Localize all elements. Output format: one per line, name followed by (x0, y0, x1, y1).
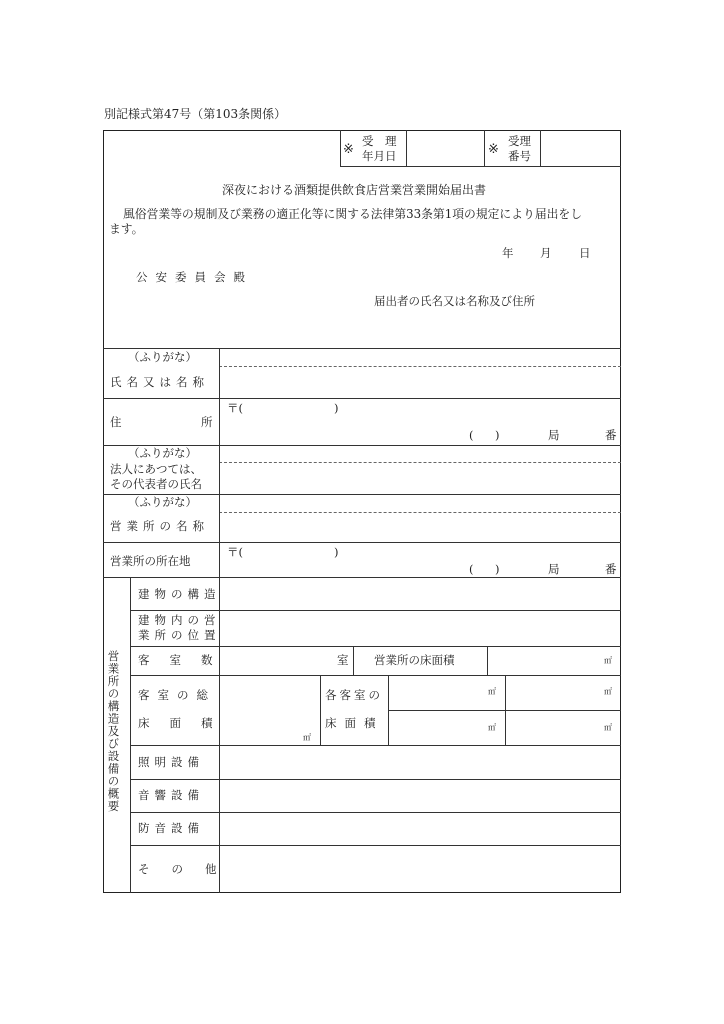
date-day: 日 (579, 246, 591, 260)
phone-ban: 番 (605, 428, 617, 442)
each-area-field-3[interactable] (389, 711, 504, 745)
lighting-field[interactable] (220, 746, 620, 779)
each-area-unit-4: ㎡ (604, 723, 612, 732)
business-location-label: 営業所の所在地 (110, 554, 191, 568)
furigana-label-business: （ふりがな） (128, 495, 197, 509)
each-area-field-4[interactable] (506, 711, 620, 745)
other-field[interactable] (220, 846, 620, 892)
each-area-unit-3: ㎡ (488, 723, 496, 732)
rooms-label: 客室数 (138, 653, 233, 667)
business-furigana-field[interactable] (220, 495, 620, 512)
divider (353, 646, 354, 675)
address-label-a: 住 (110, 415, 122, 429)
phone-close-business: ) (495, 562, 500, 576)
total-area-label-2: 床面積 (138, 716, 233, 730)
applicant-label: 届出者の氏名又は名称及び住所 (374, 294, 535, 308)
position-field[interactable] (220, 611, 620, 646)
divider (320, 675, 321, 745)
postal-close-business: ) (334, 545, 339, 559)
phone-close: ) (495, 428, 500, 442)
each-area-unit-2: ㎡ (604, 687, 612, 696)
floor-area-label: 営業所の床面積 (374, 653, 455, 667)
divider (484, 130, 485, 166)
floor-area-field[interactable] (488, 647, 600, 675)
receipt-date-label-2: 年月日 (362, 149, 397, 163)
other-label: その他 (138, 862, 239, 876)
phone-kyoku: 局 (548, 428, 560, 442)
address-label-b: 所 (201, 415, 213, 429)
postal-open: 〒( (227, 401, 243, 415)
body-line-1: 風俗営業等の規制及び業務の適正化等に関する法律第33条第1項の規定により届出をし (123, 207, 583, 221)
structure-label: 建物の構造 (138, 587, 221, 601)
business-location-field[interactable] (220, 543, 620, 577)
each-area-field-1[interactable] (389, 676, 504, 710)
receipt-date-mark: ※ (343, 142, 354, 157)
soundproof-field[interactable] (220, 813, 620, 845)
date-month: 月 (540, 246, 552, 260)
floor-area-unit: ㎡ (604, 656, 612, 665)
total-area-label-1: 客室の総 (138, 688, 216, 702)
facility-section-label: 営業所の構造及び設備の概要 (106, 650, 121, 813)
name-label: 氏名又は名称 (110, 375, 209, 389)
phone-open: ( (469, 428, 474, 442)
receipt-no-field[interactable] (541, 131, 620, 165)
divider (340, 166, 621, 167)
rep-label-1: 法人にあつては、 (110, 462, 202, 476)
furigana-label-name: （ふりがな） (128, 350, 197, 364)
receipt-date-label-1: 受 理 (362, 134, 397, 148)
business-name-label: 営業所の名称 (110, 519, 209, 533)
receipt-no-mark: ※ (488, 142, 499, 157)
divider (130, 577, 131, 893)
total-area-field[interactable] (220, 676, 319, 745)
position-label-1: 建物内の営 (138, 613, 221, 627)
applicant-field[interactable] (360, 312, 610, 344)
each-area-label-2: 床面積 (325, 716, 384, 730)
phone-ban-business: 番 (605, 562, 617, 576)
position-label-2: 業所の位置 (138, 628, 221, 642)
sound-label: 音響設備 (138, 788, 204, 802)
body-line-2: ます。 (109, 222, 144, 236)
address-field[interactable] (220, 399, 620, 445)
divider (340, 130, 341, 166)
addressee: 公安委員会殿 (136, 270, 253, 284)
lighting-label: 照明設備 (138, 755, 204, 769)
receipt-date-field[interactable] (407, 131, 483, 165)
receipt-no-label-1: 受理 (508, 134, 531, 148)
soundproof-label: 防音設備 (138, 821, 204, 835)
name-field[interactable] (220, 367, 620, 398)
sound-field[interactable] (220, 780, 620, 812)
phone-kyoku-business: 局 (548, 562, 560, 576)
name-furigana-field[interactable] (220, 349, 620, 366)
rep-name-field[interactable] (220, 463, 620, 494)
furigana-label-rep: （ふりがな） (128, 446, 197, 460)
phone-open-business: ( (469, 562, 474, 576)
business-name-field[interactable] (220, 513, 620, 542)
date-year: 年 (502, 246, 514, 260)
receipt-no-label-2: 番号 (508, 149, 531, 163)
rep-label-2: その代表者の氏名 (110, 477, 202, 491)
postal-close: ) (334, 401, 339, 415)
room-unit: 室 (337, 653, 349, 667)
postal-open-business: 〒( (227, 545, 243, 559)
total-area-unit: ㎡ (303, 733, 311, 742)
each-area-unit-1: ㎡ (488, 687, 496, 696)
each-area-label-1: 各客室の (325, 688, 383, 702)
form-number: 別記様式第47号（第103条関係） (104, 107, 287, 121)
rooms-field[interactable] (220, 647, 332, 675)
each-area-field-2[interactable] (506, 676, 620, 710)
rep-furigana-field[interactable] (220, 446, 620, 462)
form-title: 深夜における酒類提供飲食店営業営業開始届出書 (222, 183, 487, 197)
structure-field[interactable] (220, 578, 620, 610)
